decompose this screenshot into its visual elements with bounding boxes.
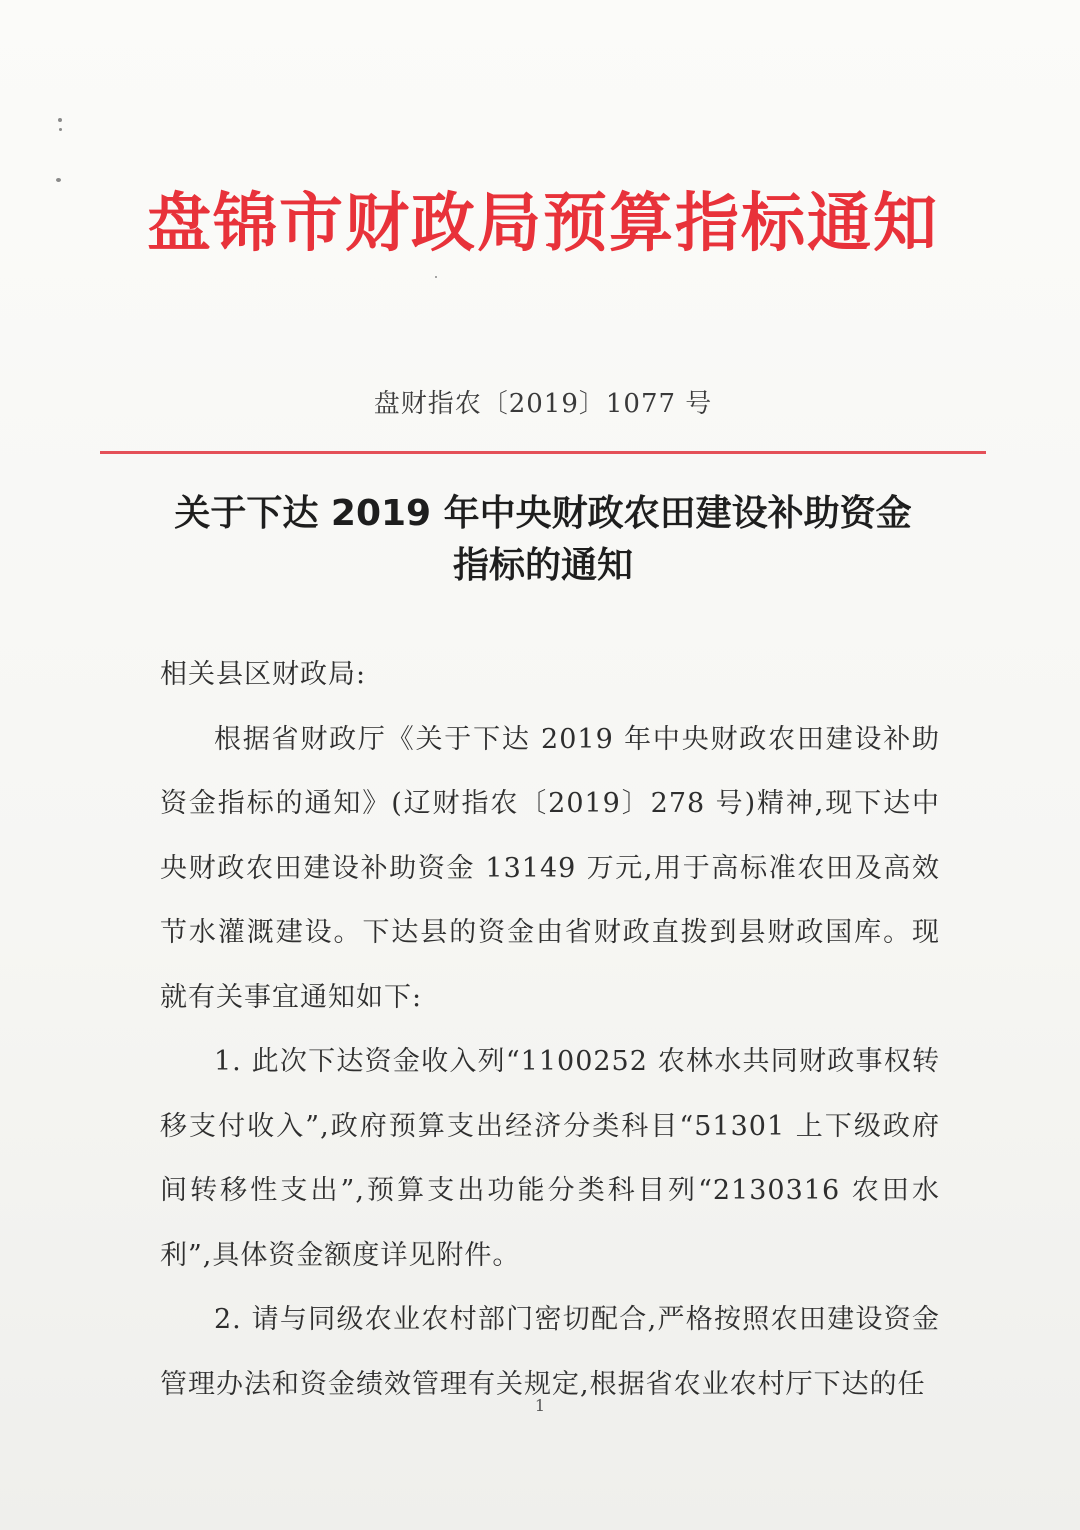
notice-title-line-1: 关于下达 2019 年中央财政农田建设补助资金 (174, 493, 912, 534)
scan-speck (58, 118, 62, 122)
body-paragraph-3: 2. 请与同级农业农村部门密切配合,严格按照农田建设资金管理办法和资金绩效管理有关规定,根据省农业农村厅下达的任 (160, 1304, 940, 1400)
notice-body (160, 643, 940, 1417)
scan-speck (435, 276, 437, 278)
body-paragraph-1: 根据省财政厅《关于下达 2019 年中央财政农田建设补助资金指标的通知》(辽财指农〔2019〕278 号)精神,现下达中央财政农田建设补助资金 13149 万元,用于高标准农田及高效节水灌溉建设。下达县的资金由省财政直拨到县财政国库。现就有关事宜通知如下: (160, 723, 940, 1013)
notice-title-line-2: 指标的通知 (452, 545, 633, 586)
page-number: 1 (534, 1396, 546, 1415)
body-paragraph-2: 1. 此次下达资金收入列“1100252 农林水共同财政事权转移支付收入”,政府预算支出经济分类科目“51301 上下级政府间转移性支出”,预算支出功能分类科目列“2130316 农田水利”,具体资金额度详见附件。 (160, 1046, 940, 1271)
red-divider-line (100, 451, 986, 454)
scan-speck (56, 178, 61, 182)
masthead-title: 盘锦市财政局预算指标通知 (147, 187, 939, 261)
salutation: 相关县区财政局: (160, 659, 367, 690)
notice-title (100, 488, 986, 592)
scan-speck (59, 128, 62, 131)
document-number: 盘财指农〔2019〕1077 号 (373, 389, 713, 419)
